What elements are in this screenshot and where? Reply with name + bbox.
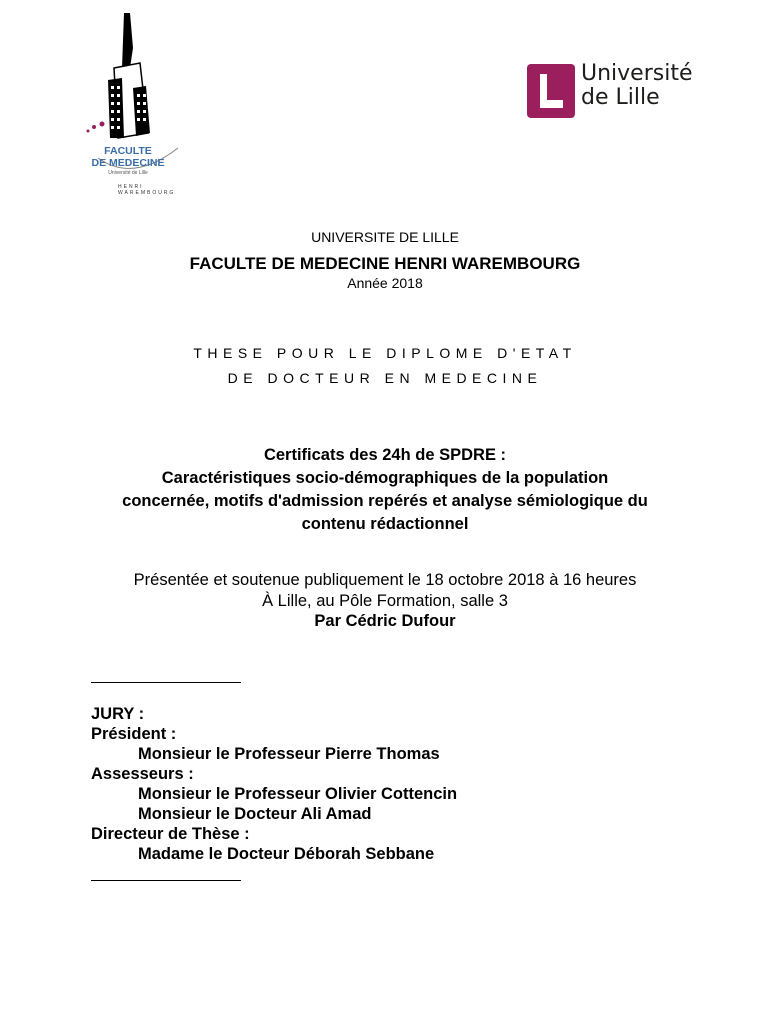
author: Par Cédric Dufour [314, 612, 456, 630]
faculty-logo-line1: FACULTE [104, 145, 152, 157]
university-logo-line2: de Lille [581, 85, 660, 110]
faculty-name: FACULTE DE MEDECINE HENRI WAREMBOURG [189, 254, 581, 273]
thesis-type-line2: DE DOCTEUR EN MEDECINE [227, 370, 543, 386]
university-logo [527, 62, 697, 120]
university-mark-icon [527, 64, 575, 118]
assessors-label: Assesseurs : [91, 765, 194, 783]
director-name: Madame le Docteur Déborah Sebbane [138, 845, 435, 863]
presentation-line1: Présentée et soutenue publiquement le 18 octobre 2018 à 16 heures [133, 571, 637, 589]
presentation-block [0, 570, 770, 632]
jury-heading: JURY : [91, 705, 145, 723]
assessor-name: Monsieur le Docteur Ali Amad [138, 805, 372, 823]
assessor-name: Monsieur le Professeur Olivier Cottencin [138, 785, 458, 803]
separator-top [91, 682, 241, 683]
thesis-title [0, 444, 770, 536]
title-line1: Certificats des 24h de SPDRE : [263, 446, 507, 464]
thesis-type-line1: THESE POUR LE DIPLOME D'ETAT [193, 345, 577, 361]
faculty-logo-line2: DE MEDECINE [91, 157, 165, 169]
university-name: UNIVERSITE DE LILLE [311, 229, 459, 245]
title-line3: concernée, motifs d'admission repérés et analyse sémiologique du [122, 492, 648, 510]
jury-block [91, 704, 457, 864]
title-line2: Caractéristiques socio-démographiques de la population [161, 469, 609, 487]
faculty-logo-arc-text: HENRI WAREMBOURG [118, 184, 176, 196]
faculty-logo [78, 8, 188, 196]
university-logo-text [581, 62, 693, 110]
director-label: Directeur de Thèse : [91, 825, 250, 843]
year: Année 2018 [347, 275, 423, 291]
separator-bottom [91, 880, 241, 881]
university-logo-line1: Université [581, 61, 693, 86]
title-line4: contenu rédactionnel [301, 515, 469, 533]
presentation-line2: À Lille, au Pôle Formation, salle 3 [262, 591, 508, 610]
president-name: Monsieur le Professeur Pierre Thomas [138, 745, 440, 763]
president-label: Président : [91, 725, 177, 743]
faculty-logo-line3: Université de Lille [108, 170, 148, 176]
